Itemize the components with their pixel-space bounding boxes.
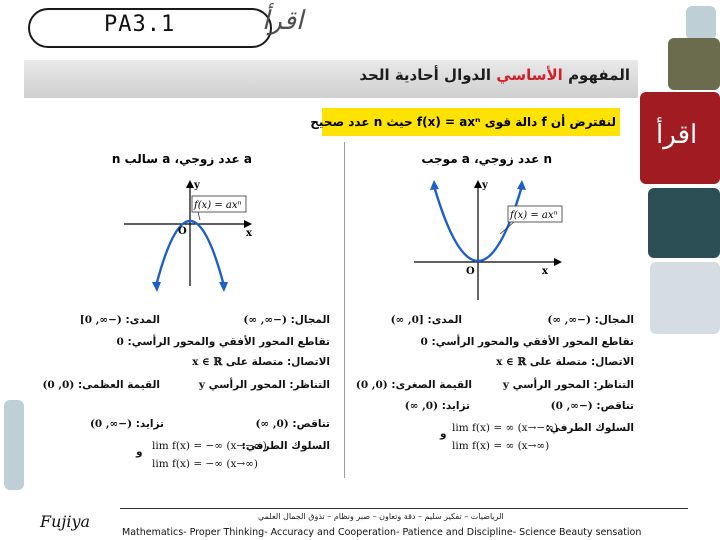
left-x-arrow <box>244 220 252 228</box>
right-domain: المجال: (−∞, ∞) <box>547 314 634 326</box>
right-curve-arrow-left <box>430 180 439 190</box>
right-and: و <box>440 428 447 440</box>
left-and: و <box>136 446 143 458</box>
right-continuity: الاتصال: متصلة على x ∈ ℝ <box>496 356 634 368</box>
decor-tile-teal <box>686 6 716 40</box>
left-increasing: تزايد: (−∞, 0) <box>89 418 164 430</box>
right-graph <box>404 176 564 306</box>
column-divider <box>344 142 345 478</box>
left-graph-label: f(x) = axⁿ <box>194 200 242 211</box>
decor-tile-olive <box>668 38 720 90</box>
left-graph-label-pointer <box>198 212 200 220</box>
left-y-arrow <box>186 180 194 188</box>
right-origin-label: O <box>466 266 475 277</box>
right-decreasing: تناقص: (−∞, 0) <box>550 400 634 412</box>
decor-tile-light <box>650 262 720 334</box>
footer-arabic: الرياضيات – تفكير سليم – دقة وتعاون – صبر ونظام – تذوق الجمال العلمي <box>258 512 504 521</box>
left-symmetry: التناظر: المحور الرأسي y <box>198 379 330 391</box>
right-range: المدى: [0, ∞) <box>390 314 462 326</box>
right-axis-y-label: y <box>482 180 488 191</box>
left-curve-arrow-left <box>152 282 161 292</box>
left-end-behavior: السلوك الطرفي: <box>241 440 330 452</box>
left-end-1: lim f(x) = −∞ (x→−∞) <box>152 440 267 452</box>
heading-suffix: الدوال أحادية الحد <box>359 66 491 84</box>
left-origin-label: O <box>178 226 187 237</box>
definition-banner: لنفترض أن f دالة قوى f(x) = axⁿ حيث n عدد صحيح <box>322 108 620 136</box>
left-axis-y-label: y <box>194 180 200 191</box>
left-curve-arrow-right <box>219 282 228 292</box>
footer-english: Mathematics- Proper Thinking- Accuracy and Cooperation- Patience and Discipline- Science Beauty sensation <box>122 527 642 538</box>
right-x-arrow <box>554 258 562 266</box>
left-case-title: a عدد زوجي، a سالب n <box>111 152 252 166</box>
left-extrema: القيمة العظمى: (0, 0) <box>42 379 160 391</box>
left-range: المدى: (−∞, 0] <box>79 314 160 326</box>
right-axis-x-label: x <box>542 266 548 277</box>
right-symmetry: التناظر: المحور الرأسي y <box>502 379 634 391</box>
decor-tile-sky <box>4 400 24 490</box>
right-intercepts: تقاطع المحور الأفقي والمحور الرأسي: 0 <box>420 336 634 348</box>
left-decreasing: تناقص: (0, ∞) <box>255 418 330 430</box>
left-end-2: lim f(x) = −∞ (x→∞) <box>152 458 259 470</box>
left-axis-x-label: x <box>246 228 252 239</box>
left-continuity: الاتصال: متصلة على x ∈ ℝ <box>192 356 330 368</box>
left-domain: المجال: (−∞, ∞) <box>243 314 330 326</box>
right-y-arrow <box>474 180 482 188</box>
page-title <box>359 66 630 84</box>
right-case-title: n عدد زوجي، a موجب <box>421 152 552 166</box>
left-graph <box>120 176 270 296</box>
heading-highlight: الأساسي <box>496 66 563 84</box>
slide-title: PA3.1 <box>104 12 176 37</box>
logo-badge: اقرأ <box>656 120 698 150</box>
right-end-1: lim f(x) = ∞ (x→−∞) <box>452 422 559 434</box>
right-extrema: القيمة الصغرى: (0, 0) <box>355 379 472 391</box>
right-increasing: تزايد: (0, ∞) <box>404 400 470 412</box>
logo-mark: اقرأ <box>262 6 304 36</box>
decor-tile-dark <box>648 188 720 258</box>
left-intercepts: تقاطع المحور الأفقي والمحور الرأسي: 0 <box>116 336 330 348</box>
right-end-2: lim f(x) = ∞ (x→∞) <box>452 440 550 452</box>
right-graph-label-pointer <box>500 222 514 234</box>
right-graph-label: f(x) = axⁿ <box>510 210 558 221</box>
heading-prefix: المفهوم <box>568 66 630 84</box>
signature: Fujiya <box>40 512 91 531</box>
footer-rule <box>120 508 688 509</box>
right-curve-arrow-right <box>517 180 526 190</box>
right-end-behavior: السلوك الطرفي: <box>545 422 634 434</box>
